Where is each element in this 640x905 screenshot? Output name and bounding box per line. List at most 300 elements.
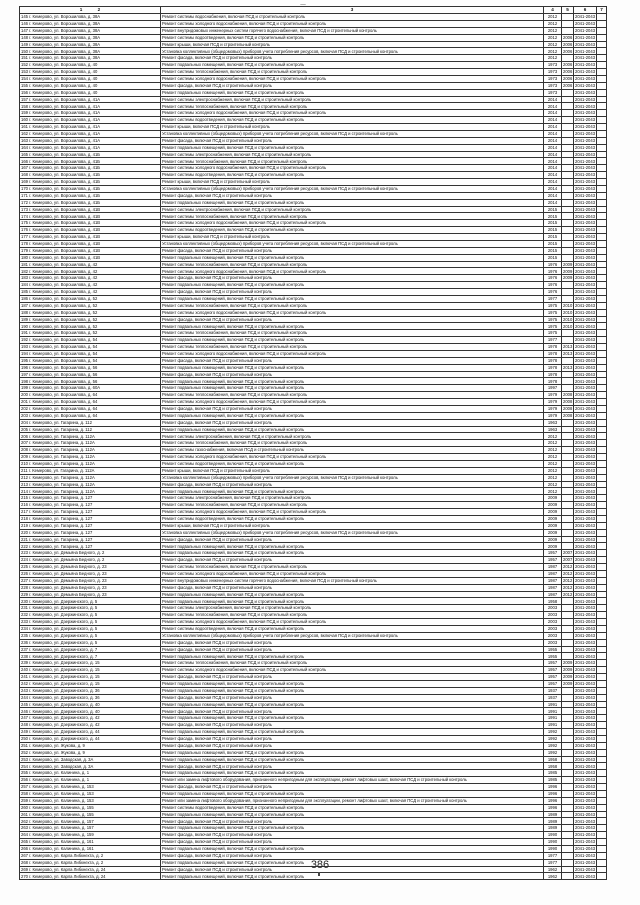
last-repair-year-cell: [562, 832, 574, 839]
planned-period-cell: 2041-2043: [575, 261, 596, 267]
planned-period-cell: 2041-2043: [575, 522, 596, 528]
last-repair-year-cell: 2009: [563, 268, 573, 274]
row-number: 175: [21, 220, 28, 226]
work-type-cell: Ремонт системы электроснабжения, включая ПСД и строительный контроль: [161, 433, 544, 440]
row-number-address-cell: [20, 426, 161, 433]
row-number-address-cell: [20, 749, 161, 756]
last-repair-year-cell: [562, 467, 574, 474]
row-number-address-cell: [20, 584, 161, 591]
table-row: [20, 55, 607, 62]
address: г. Кемерово, ул. Демьяна Бедного, д. 2: [29, 557, 105, 563]
work-type-cell: Ремонт подвальных помещений, включая ПСД и строительный контроль: [161, 144, 544, 151]
work-type-cell: Ремонт подвальных помещений, включая ПСД и строительный контроль: [161, 873, 544, 880]
row-number: 153: [21, 69, 28, 75]
work-type-cell: Ремонт подвальных помещений, включая ПСД и строительный контроль: [161, 715, 544, 722]
last-repair-year-cell: [562, 495, 574, 502]
row-number-address-cell: [20, 522, 161, 529]
row-number-address-cell: [20, 729, 161, 736]
build-year-cell: 1989: [544, 811, 562, 818]
table-row: [20, 357, 607, 364]
work-type-cell: Ремонт подвальных помещений, включая ПСД и строительный контроль: [161, 653, 544, 660]
build-year-cell: 2009: [544, 543, 562, 550]
row-number-address-cell: [20, 536, 161, 543]
row-number: 157: [21, 96, 28, 102]
row-number-address-cell: [20, 481, 161, 488]
build-year-cell: 1992: [544, 729, 562, 736]
table-row: [20, 447, 607, 454]
address: г. Кемерово, ул. Карла Либкнехта, д. 24: [29, 866, 106, 872]
planned-period-cell: 2041-2043: [575, 474, 596, 480]
page-number: 386: [310, 859, 330, 871]
build-year-cell: 2012: [544, 41, 562, 48]
last-repair-year-cell: [562, 213, 574, 220]
work-type-cell: Ремонт системы водоотведения, включая ПСД и строительный контроль: [161, 34, 544, 41]
row-number-address-cell: [20, 598, 161, 605]
row-number: 194: [21, 351, 28, 357]
table-row: [20, 660, 607, 667]
work-type-cell: Ремонт системы теплоснабжения, включая ПСД и строительный контроль: [161, 69, 544, 76]
planned-period-cell: 2041-2043: [575, 330, 596, 336]
row-number-address-cell: [20, 385, 161, 392]
build-year-cell: 1973: [544, 62, 562, 69]
row-number: 203: [21, 412, 28, 418]
note-cell: [597, 557, 607, 564]
row-number-address-cell: [20, 158, 161, 165]
table-row: [20, 873, 607, 880]
table-row: [20, 337, 607, 344]
build-year-cell: 1997: [544, 385, 562, 392]
table-row: [20, 130, 607, 137]
row-number-address-cell: [20, 309, 161, 316]
row-number-address-cell: [20, 302, 161, 309]
address: г. Кемерово, ул. Демьяна Бедного, д. 23: [29, 577, 107, 583]
row-number: 189: [21, 316, 28, 322]
address: г. Кемерово, ул. Гагарина, д. 127: [29, 509, 93, 515]
note-cell: [597, 722, 607, 729]
work-type-cell: Ремонт фасада, включая ПСД и строительный контроль: [161, 82, 544, 89]
build-year-cell: 1975: [544, 323, 562, 330]
row-number: 268: [21, 859, 28, 865]
last-repair-year-cell: [562, 687, 574, 694]
planned-period-cell: 2041-2043: [575, 653, 596, 659]
row-number-address-cell: [20, 350, 161, 357]
row-number-address-cell: [20, 55, 161, 62]
row-number-address-cell: [20, 289, 161, 296]
note-cell: [597, 137, 607, 144]
work-type-cell: Ремонт фасада, включая ПСД и строительный контроль: [161, 275, 544, 282]
last-repair-year-cell: [562, 117, 574, 124]
last-repair-year-cell: [562, 804, 574, 811]
work-type-cell: Ремонт подвальных помещений, включая ПСД и строительный контроль: [161, 62, 544, 69]
note-cell: [597, 309, 607, 316]
planned-period-cell: 2041-2043: [575, 605, 596, 611]
last-repair-year-cell: [562, 240, 574, 247]
build-year-cell: 2012: [544, 440, 562, 447]
note-cell: [597, 130, 607, 137]
row-number-address-cell: [20, 282, 161, 289]
note-cell: [597, 282, 607, 289]
address: г. Кемерово, ул. Ворошилова, д. 42: [29, 275, 98, 281]
row-number-address-cell: [20, 27, 161, 34]
build-year-cell: 1973: [544, 69, 562, 76]
row-number: 163: [21, 137, 28, 143]
row-number-address-cell: [20, 570, 161, 577]
last-repair-year-cell: [562, 55, 574, 62]
row-number-address-cell: [20, 550, 161, 557]
note-cell: [597, 488, 607, 495]
row-number-address-cell: [20, 199, 161, 206]
row-number-address-cell: [20, 515, 161, 522]
last-repair-year-cell: [562, 385, 574, 392]
note-cell: [597, 543, 607, 550]
work-type-cell: Ремонт фасада, включая ПСД и строительный контроль: [161, 247, 544, 254]
address: г. Кемерово, ул. Ворошилова, д. 38А: [29, 41, 101, 47]
build-year-cell: 1991: [544, 722, 562, 729]
address: г. Кемерово, ул. Дзержинского, д. 42: [29, 722, 100, 728]
planned-period-cell: 2041-2043: [575, 708, 596, 714]
build-year-cell: 1977: [544, 859, 562, 866]
row-number-address-cell: [20, 797, 161, 804]
table-row: [20, 481, 607, 488]
row-number: 227: [21, 577, 28, 583]
address: г. Кемерово, ул. Дзержинского, д. 5: [29, 612, 98, 618]
planned-period-cell: 2041-2043: [575, 268, 596, 274]
address: г. Кемерово, ул. Гагарина, д. 112А: [29, 447, 95, 453]
note-cell: [597, 502, 607, 509]
row-number-address-cell: [20, 206, 161, 213]
work-type-cell: Ремонт фасада, включая ПСД и строительный контроль: [161, 818, 544, 825]
build-year-cell: 1958: [544, 598, 562, 605]
address: г. Кемерово, ул. Ворошилова, д. 41В: [29, 254, 101, 260]
last-repair-year-cell: [562, 172, 574, 179]
work-type-cell: Ремонт системы электроснабжения, включая ПСД и строительный контроль: [161, 151, 544, 158]
work-type-cell: Ремонт системы холодного водоснабжения, включая ПСД и строительный контроль: [161, 75, 544, 82]
row-number: 234: [21, 626, 28, 632]
build-year-cell: 1996: [544, 804, 562, 811]
planned-period-cell: 2041-2043: [575, 516, 596, 522]
row-number-address-cell: [20, 625, 161, 632]
address: г. Кемерово, ул. Дзержинского, д. 5: [29, 639, 98, 645]
note-cell: [597, 378, 607, 385]
last-repair-year-cell: [562, 722, 574, 729]
work-type-cell: Ремонт системы водоотведения, включая ПСД и строительный контроль: [161, 625, 544, 632]
planned-period-cell: 2041-2043: [575, 818, 596, 824]
build-year-cell: 2012: [544, 447, 562, 454]
planned-period-cell: 2041-2043: [575, 502, 596, 508]
row-number-address-cell: [20, 454, 161, 461]
build-year-cell: 2015: [544, 234, 562, 241]
row-number-address-cell: [20, 495, 161, 502]
planned-period-cell: 2041-2043: [575, 646, 596, 652]
build-year-cell: 1979: [544, 399, 562, 406]
note-cell: [597, 41, 607, 48]
planned-period-cell: 2041-2043: [575, 364, 596, 370]
work-type-cell: Ремонт системы водоотведения, включая ПСД и строительный контроль: [161, 172, 544, 179]
row-number: 176: [21, 227, 28, 233]
address: г. Кемерово, ул. Гагарина, д. 112А: [29, 461, 95, 467]
planned-period-cell: 2041-2043: [575, 873, 596, 879]
table-row: [20, 509, 607, 516]
note-cell: [597, 14, 607, 21]
row-number: 249: [21, 729, 28, 735]
build-year-cell: 2003: [544, 612, 562, 619]
note-cell: [597, 584, 607, 591]
note-cell: [597, 777, 607, 784]
work-type-cell: Ремонт системы холодного водоснабжения, включая ПСД и строительный контроль: [161, 110, 544, 117]
work-type-cell: Ремонт системы холодного водоснабжения, включая ПСД и строительный контроль: [161, 165, 544, 172]
work-type-cell: Ремонт подвальных помещений, включая ПСД и строительный контроль: [161, 426, 544, 433]
table-row: [20, 412, 607, 419]
address: г. Кемерово, ул. Ворошилова, д. 52: [29, 330, 98, 336]
address: г. Кемерово, ул. Ворошилова, д. 38А: [29, 48, 101, 54]
build-year-cell: 1975: [544, 330, 562, 337]
row-number-address-cell: [20, 612, 161, 619]
last-repair-year-cell: [562, 632, 574, 639]
address: г. Кемерово, ул. Ворошилова, д. 41В: [29, 241, 101, 247]
build-year-cell: 1962: [544, 873, 562, 880]
address: г. Кемерово, ул. Ворошилова, д. 41В: [29, 220, 101, 226]
table-row: [20, 811, 607, 818]
planned-period-cell: 2041-2043: [575, 323, 596, 329]
table-row: [20, 96, 607, 103]
note-cell: [597, 653, 607, 660]
address: г. Кемерово, ул. Ворошилова, д. 64: [29, 399, 98, 405]
row-number: 214: [21, 488, 28, 494]
build-year-cell: 2014: [544, 192, 562, 199]
row-number: 257: [21, 784, 28, 790]
row-number-address-cell: [20, 179, 161, 186]
last-repair-year-cell: [562, 234, 574, 241]
note-cell: [597, 27, 607, 34]
row-number-address-cell: [20, 543, 161, 550]
address: г. Кемерово, ул. Ворошилова, д. 52: [29, 296, 98, 302]
planned-period-cell: 2041-2043: [575, 481, 596, 487]
note-cell: [597, 591, 607, 598]
row-number: 150: [21, 48, 28, 54]
row-number: 181: [21, 261, 28, 267]
row-number: 149: [21, 41, 28, 47]
note-cell: [597, 536, 607, 543]
work-type-cell: Ремонт подвальных помещений, включая ПСД и строительный контроль: [161, 687, 544, 694]
row-number-address-cell: [20, 619, 161, 626]
table-row: [20, 694, 607, 701]
build-year-cell: 2009: [544, 502, 562, 509]
planned-period-cell: 2041-2043: [575, 296, 596, 302]
capital-repair-register-table: [19, 6, 607, 880]
work-type-cell: Ремонт фасада, включая ПСД и строительный контроль: [161, 137, 544, 144]
note-cell: [597, 364, 607, 371]
note-cell: [597, 34, 607, 41]
last-repair-year-cell: [562, 825, 574, 832]
table-row: [20, 784, 607, 791]
table-row: [20, 179, 607, 186]
row-number-address-cell: [20, 48, 161, 55]
work-type-cell: Ремонт системы холодного водоснабжения, включая ПСД и строительный контроль: [161, 667, 544, 674]
row-number: 154: [21, 76, 28, 82]
row-number-address-cell: [20, 378, 161, 385]
last-repair-year-cell: [562, 14, 574, 21]
work-type-cell: Ремонт крыши, включая ПСД и строительный контроль: [161, 124, 544, 131]
work-type-cell: Ремонт фасада, включая ПСД и строительный контроль: [161, 419, 544, 426]
table-row: [20, 557, 607, 564]
row-number-address-cell: [20, 605, 161, 612]
row-number: 246: [21, 708, 28, 714]
last-repair-year-cell: [562, 103, 574, 110]
note-cell: [597, 660, 607, 667]
row-number-address-cell: [20, 316, 161, 323]
planned-period-cell: 2041-2043: [575, 55, 596, 61]
row-number: 147: [21, 27, 28, 33]
last-repair-year-cell: [562, 509, 574, 516]
address: г. Кемерово, ул. Гагарина, д. 112А: [29, 488, 95, 494]
last-repair-year-cell: 2009: [563, 681, 573, 687]
build-year-cell: 2009: [544, 515, 562, 522]
planned-period-cell: 2041-2043: [575, 722, 596, 728]
row-number: 191: [21, 330, 28, 336]
planned-period-cell: 2041-2043: [575, 488, 596, 494]
address: г. Кемерово, ул. Калинина, д. 153: [29, 784, 94, 790]
build-year-cell: 2015: [544, 247, 562, 254]
last-repair-year-cell: [562, 818, 574, 825]
planned-period-cell: 2041-2043: [575, 103, 596, 109]
note-cell: [597, 20, 607, 27]
note-cell: [597, 289, 607, 296]
note-cell: [597, 873, 607, 880]
address: г. Кемерово, ул. Карла Либкнехта, д. 2: [29, 859, 104, 865]
row-number-address-cell: [20, 20, 161, 27]
address: г. Кемерово, ул. Ворошилова, д. 52: [29, 316, 98, 322]
note-cell: [597, 227, 607, 234]
planned-period-cell: 2041-2043: [575, 213, 596, 219]
planned-period-cell: 2041-2043: [575, 584, 596, 590]
last-repair-year-cell: [562, 254, 574, 261]
row-number-address-cell: [20, 371, 161, 378]
work-type-cell: Ремонт системы холодного водоснабжения, включая ПСД и строительный контроль: [161, 509, 544, 516]
address: г. Кемерово, ул. Демьяна Бедного, д. 23: [29, 564, 107, 570]
planned-period-cell: 2041-2043: [575, 619, 596, 625]
work-type-cell: Ремонт системы холодного водоснабжения, включая ПСД и строительный контроль: [161, 619, 544, 626]
row-number-address-cell: [20, 185, 161, 192]
note-cell: [597, 440, 607, 447]
last-repair-year-cell: [562, 502, 574, 509]
planned-period-cell: 2041-2043: [575, 811, 596, 817]
row-number-address-cell: [20, 784, 161, 791]
row-number-address-cell: [20, 165, 161, 172]
row-number: 215: [21, 495, 28, 501]
work-type-cell: Ремонт системы электроснабжения, включая ПСД и строительный контроль: [161, 96, 544, 103]
address: г. Кемерово, ул. Демьяна Бедного, д. 23: [29, 591, 107, 597]
header-col-1-2: [20, 7, 161, 14]
build-year-cell: 2014: [544, 151, 562, 158]
planned-period-cell: 2041-2043: [575, 536, 596, 542]
note-cell: [597, 646, 607, 653]
build-year-cell: 1937: [544, 694, 562, 701]
table-row: [20, 536, 607, 543]
last-repair-year-cell: 2009: [563, 275, 573, 281]
row-number: 148: [21, 34, 28, 40]
note-cell: [597, 845, 607, 852]
build-year-cell: 1978: [544, 378, 562, 385]
planned-period-cell: 2041-2043: [575, 96, 596, 102]
planned-period-cell: 2041-2043: [575, 337, 596, 343]
planned-period-cell: 2041-2043: [575, 852, 596, 858]
address: г. Кемерово, ул. Ворошилова, д. 41А: [29, 137, 101, 143]
build-year-cell: 2012: [544, 467, 562, 474]
build-year-cell: 2014: [544, 110, 562, 117]
row-number: 197: [21, 371, 28, 377]
address: г. Кемерово, ул. Гагарина, д. 127: [29, 522, 93, 528]
work-type-cell: Ремонт фасада, включая ПСД и строительный контроль: [161, 316, 544, 323]
note-cell: [597, 295, 607, 302]
planned-period-cell: 2041-2043: [575, 89, 596, 95]
address: г. Кемерово, ул. Демьяна Бедного, д. 23: [29, 571, 107, 577]
build-year-cell: 1957: [544, 660, 562, 667]
planned-period-cell: 2041-2043: [575, 742, 596, 748]
row-number: 262: [21, 818, 28, 824]
last-repair-year-cell: 2006: [563, 34, 573, 40]
planned-period-cell: 2041-2043: [575, 729, 596, 735]
planned-period-cell: 2041-2043: [575, 461, 596, 467]
last-repair-year-cell: 2012: [563, 571, 573, 577]
work-type-cell: Ремонт подвальных помещений, включая ПСД и строительный контроль: [161, 859, 544, 866]
row-number: 159: [21, 110, 28, 116]
table-row: [20, 715, 607, 722]
planned-period-cell: 2041-2043: [575, 577, 596, 583]
last-repair-year-cell: [562, 625, 574, 632]
table-row: [20, 247, 607, 254]
planned-period-cell: 2041-2043: [575, 62, 596, 68]
planned-period-cell: 2041-2043: [575, 357, 596, 363]
work-type-cell: Ремонт крыши, включая ПСД и строительный контроль: [161, 234, 544, 241]
work-type-cell: Ремонт системы электроснабжения, включая ПСД и строительный контроль: [161, 206, 544, 213]
row-number-address-cell: [20, 694, 161, 701]
last-repair-year-cell: [562, 742, 574, 749]
work-type-cell: Ремонт системы теплоснабжения, включая ПСД и строительный контроль: [161, 103, 544, 110]
table-row: [20, 845, 607, 852]
table-row: [20, 289, 607, 296]
row-number-address-cell: [20, 337, 161, 344]
address: г. Кемерово, ул. Калинина, д. 157: [29, 825, 94, 831]
address: г. Кемерово, ул. Калинина, д. 161: [29, 839, 94, 845]
table-row: [20, 206, 607, 213]
planned-period-cell: 2041-2043: [575, 612, 596, 618]
build-year-cell: 1991: [544, 708, 562, 715]
address: г. Кемерово, ул. Ворошилова, д. 40: [29, 69, 98, 75]
last-repair-year-cell: [562, 371, 574, 378]
last-repair-year-cell: [562, 199, 574, 206]
build-year-cell: 2012: [544, 454, 562, 461]
work-type-cell: Ремонт подвальных помещений, включая ПСД и строительный контроль: [161, 811, 544, 818]
last-repair-year-cell: [562, 735, 574, 742]
build-year-cell: 1975: [544, 302, 562, 309]
planned-period-cell: 2041-2043: [575, 247, 596, 253]
work-type-cell: Ремонт системы теплоснабжения, включая ПСД и строительный контроль: [161, 502, 544, 509]
row-number-address-cell: [20, 735, 161, 742]
planned-period-cell: 2041-2043: [575, 27, 596, 33]
planned-period-cell: 2041-2043: [575, 117, 596, 123]
row-number-address-cell: [20, 474, 161, 481]
address: г. Кемерово, ул. Дзержинского, д. 15: [29, 681, 100, 687]
note-cell: [597, 433, 607, 440]
build-year-cell: 1987: [544, 591, 562, 598]
address: г. Кемерово, ул. Ворошилова, д. 41Б: [29, 158, 101, 164]
planned-period-cell: 2041-2043: [575, 392, 596, 398]
note-cell: [597, 206, 607, 213]
header-col-5: 5: [562, 7, 574, 14]
address: г. Кемерово, ул. Гагарина, д. 112А: [29, 440, 95, 446]
address: г. Кемерово, ул. Ворошилова, д. 38А: [29, 14, 101, 20]
table-row: [20, 392, 607, 399]
